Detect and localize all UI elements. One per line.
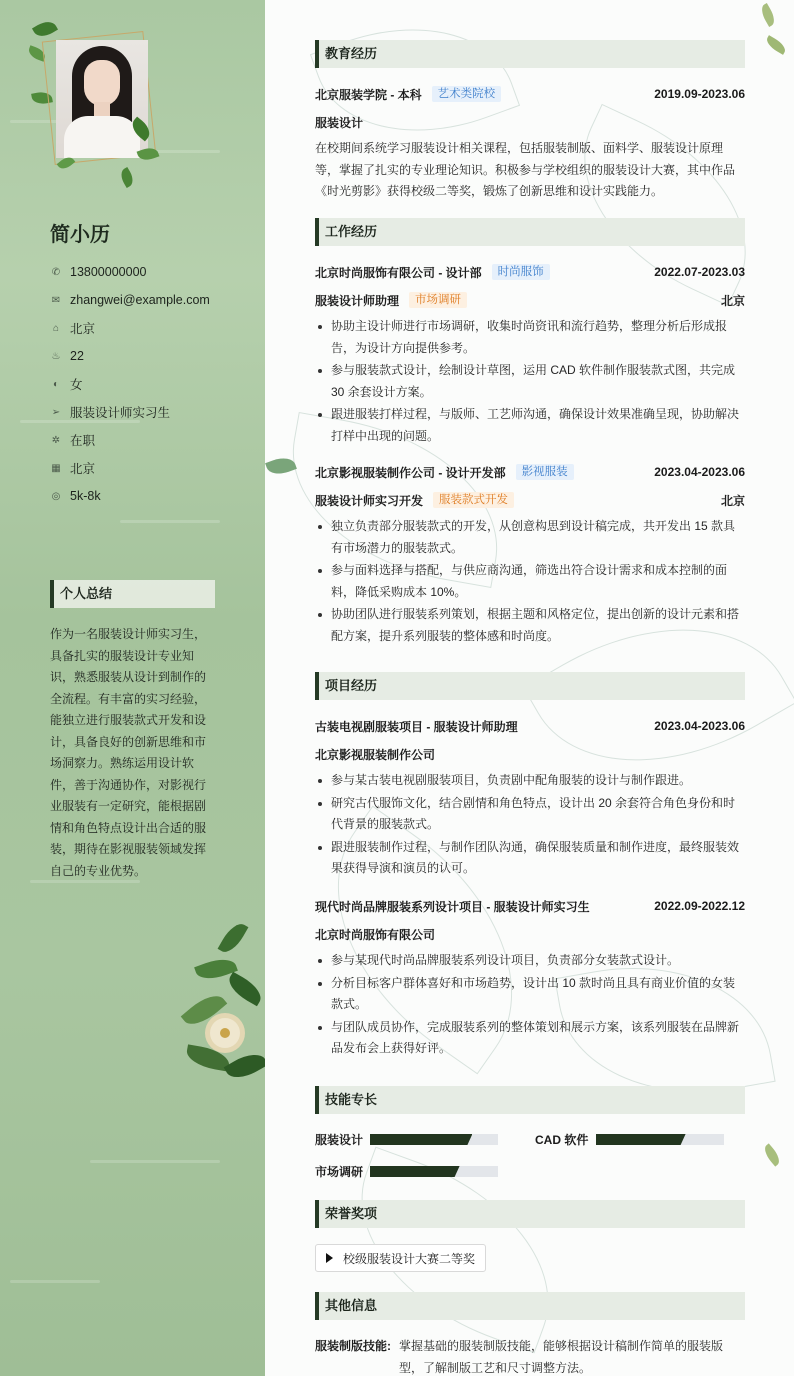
status-icon: ✲: [51, 434, 61, 446]
company-tag: 影视服装: [516, 464, 574, 480]
skill-fill: [596, 1134, 686, 1145]
school-tag: 艺术类院校: [432, 86, 502, 102]
job-role: 服装设计师助理: [315, 293, 400, 308]
skill-item: [315, 1130, 363, 1148]
education-major-row: [315, 112, 745, 132]
project-period: 2022.09-2022.12: [654, 899, 745, 913]
leaf-decoration: [764, 35, 788, 55]
age-icon: ♨: [51, 350, 61, 362]
city-icon: ▦: [51, 462, 61, 474]
list-item: 研究古代服饰文化，结合剧情和角色特点，设计出 20 余套符合角色身份和时代背景的服装款式。: [315, 793, 745, 836]
leaf-decoration: [758, 3, 778, 27]
work-city: 北京: [720, 493, 745, 508]
summary-title: 个人总结: [50, 580, 215, 608]
project-org: 北京影视服装制作公司: [315, 747, 436, 762]
triangle-icon: [326, 1253, 333, 1263]
skill-bar: [370, 1134, 498, 1145]
project-org: 北京时尚服饰有限公司: [315, 927, 436, 942]
list-item: 参与服装款式设计，绘制设计草图，运用 CAD 软件制作服装款式图，共完成 30 余套设计方案。: [315, 360, 745, 403]
home-icon: ⌂: [52, 322, 60, 334]
work-role-row: [315, 490, 745, 510]
list-item: 独立负责部分服装款式的开发，从创意构思到设计稿完成，共开发出 15 款具有市场潜力的服装款式。: [315, 516, 745, 559]
school-name: 北京服装学院 - 本科: [315, 87, 422, 102]
other-value: 掌握基础的服装制版技能，能够根据设计稿制作简单的服装版型，了解制版工艺和尺寸调整方法。: [399, 1339, 724, 1375]
skill-fill: [370, 1134, 472, 1145]
job-role: 服装设计师实习开发: [315, 493, 424, 508]
project-header: [315, 896, 745, 916]
contact-value: zhangwei@example.com: [70, 293, 210, 307]
other-key: 服装制版技能:: [315, 1339, 391, 1353]
contact-value: 服装设计师实习生: [70, 406, 171, 420]
company-name: 北京时尚服饰有限公司 - 设计部: [315, 265, 482, 280]
phone-icon: ✆: [51, 266, 61, 278]
work-bullets: [315, 516, 745, 648]
list-item: 跟进服装制作过程，与制作团队沟通，确保服装质量和制作进度，最终服装效果获得导演和演员的认可。: [315, 837, 745, 880]
contact-value: 在职: [70, 434, 96, 448]
contact-value: 13800000000: [70, 265, 147, 279]
project-bullets: [315, 770, 745, 881]
education-title: 教育经历: [315, 40, 745, 68]
texture-streak: [90, 1160, 220, 1163]
texture-streak: [10, 1280, 100, 1283]
summary-text: 作为一名服装设计师实习生，具备扎实的服装设计专业知识，熟悉服装从设计到制作的全流程。有丰富的实习经验，能独立进行服装款式开发和设计，具备良好的创新思维和市场洞察力。熟练运用设计软件，善于沟通协作，对影视行业服装有一定研究，能根据剧情和角色特点设计出合适的服装，期待在影视服装领域发挥自己的专业优势。: [50, 627, 207, 878]
flower-decoration: [176, 930, 265, 1090]
target-job-icon: ➢: [51, 406, 61, 418]
candidate-name: 简小历: [50, 224, 110, 246]
project-name: 现代时尚品牌服装系列设计项目 - 服装设计师实习生: [315, 899, 590, 914]
work-header: [315, 262, 745, 282]
contact-value: 北京: [70, 322, 96, 336]
work-header: [315, 462, 745, 482]
avatar-block: [34, 22, 164, 192]
award-name: 校级服装设计大赛二等奖: [343, 1251, 476, 1266]
project-name: 古装电视剧服装项目 - 服装设计师助理: [315, 719, 518, 734]
contact-salary: [50, 482, 210, 510]
sidebar: [0, 0, 265, 1376]
education-period: 2019.09-2023.06: [654, 87, 745, 101]
list-item: 参与某古装电视剧服装项目，负责剧中配角服装的设计与制作跟进。: [315, 770, 745, 792]
salary-icon: ◎: [51, 490, 61, 502]
skill-item: [315, 1162, 363, 1180]
other-item: [315, 1336, 745, 1376]
skill-bar: [370, 1166, 498, 1177]
project-org-row: [315, 924, 745, 944]
contact-target-job: [50, 398, 210, 426]
leaf-decoration: [118, 167, 137, 188]
award-item[interactable]: [315, 1244, 486, 1272]
list-item: 参与某现代时尚品牌服装系列设计项目，负责部分女装款式设计。: [315, 950, 745, 972]
project-bullets: [315, 950, 745, 1061]
contact-value: 22: [70, 349, 84, 363]
contact-value: 北京: [70, 462, 96, 476]
leaf-decoration: [761, 1143, 783, 1166]
role-tag: 服装款式开发: [433, 492, 514, 508]
contact-phone: [50, 258, 210, 286]
gender-icon: ◐: [52, 378, 60, 390]
work-role-row: [315, 290, 745, 310]
project-period: 2023.04-2023.06: [654, 719, 745, 733]
main-content: [265, 0, 794, 1376]
skill-name: 市场调研: [315, 1164, 364, 1179]
list-item: 协助团队进行服装系列策划，根据主题和风格定位，提出创新的设计元素和搭配方案，提升系列服装的整体感和时尚度。: [315, 604, 745, 647]
avatar: [56, 40, 148, 158]
major: 服装设计: [315, 115, 364, 130]
list-item: 跟进服装打样过程，与版师、工艺师沟通，确保设计效果准确呈现，协助解决打样中出现的问题。: [315, 404, 745, 447]
education-desc: 在校期间系统学习服装设计相关课程，包括服装制版、面料学、服装设计原理等，掌握了扎实的专业理论知识。积极参与学校组织的服装设计大赛，其中作品《时光剪影》获得校级二等奖，锻炼了创新思维和设计实践能力。: [315, 141, 736, 198]
leaf-decoration: [32, 17, 58, 40]
skill-name: CAD 软件: [535, 1132, 589, 1147]
education-header: [315, 84, 745, 104]
company-tag: 时尚服饰: [492, 264, 550, 280]
other-title: 其他信息: [315, 1292, 745, 1320]
project-org-row: [315, 744, 745, 764]
skill-fill: [370, 1166, 460, 1177]
work-period: 2023.04-2023.06: [654, 465, 745, 479]
contact-city: [50, 454, 210, 482]
work-city: 北京: [720, 293, 745, 308]
projects-title: 项目经历: [315, 672, 745, 700]
list-item: 参与面料选择与搭配，与供应商沟通，筛选出符合设计需求和成本控制的面料，降低采购成本 10%。: [315, 560, 745, 603]
skill-bar: [596, 1134, 724, 1145]
work-period: 2022.07-2023.03: [654, 265, 745, 279]
skills-title: 技能专长: [315, 1086, 745, 1114]
contact-gender: [50, 370, 210, 398]
contact-email: [50, 286, 210, 314]
list-item: 与团队成员协作，完成服装系列的整体策划和展示方案，该系列服装在品牌新品发布会上获得好评。: [315, 1017, 745, 1060]
skill-name: 服装设计: [315, 1132, 364, 1147]
contact-list: [50, 258, 210, 510]
work-title: 工作经历: [315, 218, 745, 246]
skill-item: [535, 1130, 588, 1148]
contact-value: 女: [70, 378, 83, 392]
texture-streak: [120, 520, 220, 523]
work-bullets: [315, 316, 745, 448]
role-tag: 市场调研: [409, 292, 467, 308]
project-header: [315, 716, 745, 736]
list-item: 协助主设计师进行市场调研，收集时尚资讯和流行趋势，整理分析后形成报告，为设计方向提供参考。: [315, 316, 745, 359]
email-icon: ✉: [51, 294, 61, 306]
list-item: 分析目标客户群体喜好和市场趋势，设计出 10 款时尚且具有商业价值的女装款式。: [315, 973, 745, 1016]
contact-value: 5k-8k: [70, 489, 101, 503]
company-name: 北京影视服装制作公司 - 设计开发部: [315, 465, 506, 480]
awards-title: 荣誉奖项: [315, 1200, 745, 1228]
contact-hometown: [50, 314, 210, 342]
contact-age: [50, 342, 210, 370]
contact-status: [50, 426, 210, 454]
